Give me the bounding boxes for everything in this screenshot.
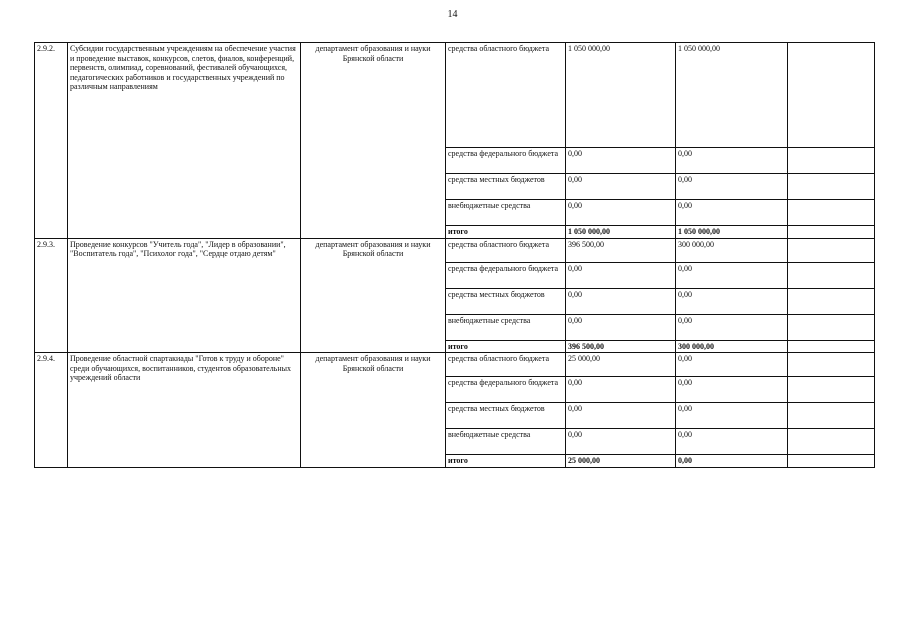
item-number: 2.9.4. [35,353,68,468]
empty-cell [788,403,875,429]
item-description: Проведение областной спартакиады "Готов к труду и обороне" среди обучающихся, воспитанников, студентов образовательных учреждений области [68,353,301,468]
amount-value: 0,00 [676,288,788,314]
funding-source: средства местных бюджетов [446,403,566,429]
funding-source: средства федерального бюджета [446,262,566,288]
amount-value: 1 050 000,00 [676,43,788,148]
amount-value: 300 000,00 [676,238,788,262]
amount-value: 25 000,00 [566,353,676,377]
amount-value: 0,00 [676,403,788,429]
amount-value: 0,00 [676,429,788,455]
responsible-department: департамент образования и науки Брянской области [301,43,446,239]
amount-value: 0,00 [566,377,676,403]
amount-value: 0,00 [676,262,788,288]
table-row [35,353,875,377]
page-number: 14 [447,9,458,20]
funding-source: итого [446,340,566,353]
funding-source: итого [446,455,566,468]
amount-value: 25 000,00 [566,455,676,468]
empty-cell [788,314,875,340]
funding-source: средства местных бюджетов [446,174,566,200]
empty-cell [788,353,875,377]
funding-source: внебюджетные средства [446,429,566,455]
funding-source: итого [446,226,566,239]
amount-value: 0,00 [676,174,788,200]
amount-value: 0,00 [676,200,788,226]
funding-source: внебюджетные средства [446,200,566,226]
empty-cell [788,148,875,174]
amount-value: 0,00 [566,403,676,429]
funding-source: средства областного бюджета [446,238,566,262]
item-description: Проведение конкурсов "Учитель года", "Лидер в образовании", "Воспитатель года", "Психолог года", "Сердце отдаю детям" [68,238,301,353]
empty-cell [788,226,875,239]
amount-value: 0,00 [566,262,676,288]
amount-value: 0,00 [566,148,676,174]
amount-value: 300 000,00 [676,340,788,353]
responsible-department: департамент образования и науки Брянской области [301,353,446,468]
empty-cell [788,455,875,468]
empty-cell [788,262,875,288]
empty-cell [788,200,875,226]
amount-value: 396 500,00 [566,340,676,353]
amount-value: 1 050 000,00 [676,226,788,239]
item-number: 2.9.3. [35,238,68,353]
empty-cell [788,429,875,455]
amount-value: 1 050 000,00 [566,43,676,148]
amount-value: 0,00 [566,174,676,200]
empty-cell [788,43,875,148]
amount-value: 0,00 [566,429,676,455]
amount-value: 0,00 [566,200,676,226]
responsible-department: департамент образования и науки Брянской области [301,238,446,353]
table-row [35,43,875,148]
empty-cell [788,377,875,403]
amount-value: 396 500,00 [566,238,676,262]
funding-source: внебюджетные средства [446,314,566,340]
amount-value: 0,00 [676,455,788,468]
item-number: 2.9.2. [35,43,68,239]
empty-cell [788,340,875,353]
budget-table [34,42,875,468]
funding-source: средства областного бюджета [446,43,566,148]
funding-source: средства федерального бюджета [446,377,566,403]
amount-value: 0,00 [676,314,788,340]
funding-source: средства федерального бюджета [446,148,566,174]
empty-cell [788,238,875,262]
amount-value: 0,00 [676,148,788,174]
funding-source: средства областного бюджета [446,353,566,377]
funding-source: средства местных бюджетов [446,288,566,314]
amount-value: 1 050 000,00 [566,226,676,239]
amount-value: 0,00 [676,353,788,377]
empty-cell [788,288,875,314]
table-row [35,238,875,262]
item-description: Субсидии государственным учреждениям на обеспечение участия и проведение выставок, конкурсов, слетов, фиалов, конференций, первенств, олимпиад, соревнований, фестивалей обучающихся, педагогических работников и государственных учреждений по различным направлениям [68,43,301,239]
amount-value: 0,00 [566,288,676,314]
empty-cell [788,174,875,200]
amount-value: 0,00 [566,314,676,340]
amount-value: 0,00 [676,377,788,403]
